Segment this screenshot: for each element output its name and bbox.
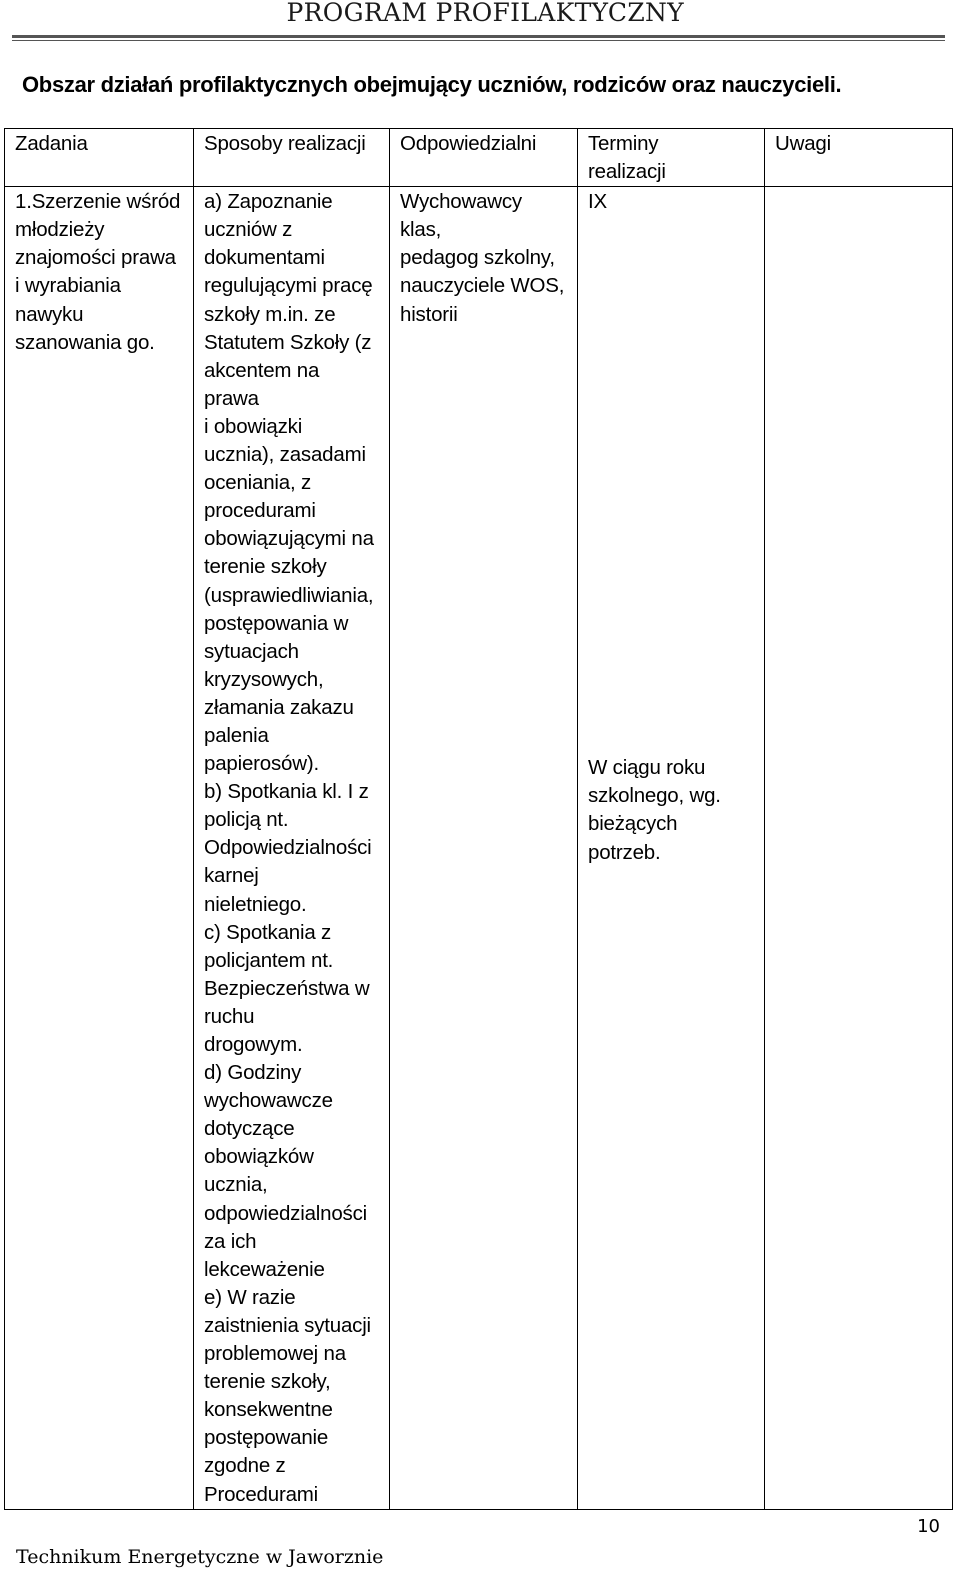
notes-cell: [765, 187, 953, 1509]
deadline-cell: [578, 187, 765, 1509]
column-header-deadlines: Terminy realizacji: [578, 129, 765, 187]
task-cell: 1.Szerzenie wśród młodzieży znajomości prawa i wyrabiania nawyku szanowania go.: [5, 187, 194, 1509]
column-header-notes: Uwagi: [765, 129, 953, 187]
header-rule: [12, 35, 945, 38]
footer-school-name: Technikum Energetyczne w Jaworznie: [16, 1546, 384, 1568]
table-header-row: [5, 129, 953, 187]
program-table: [4, 128, 953, 1510]
deadline-first: IX: [588, 190, 607, 214]
column-header-tasks: Zadania: [5, 129, 194, 187]
table-row: [5, 187, 953, 1509]
document-header-title: PROGRAM PROFILAKTYCZNY: [286, 0, 684, 27]
column-header-responsible: Odpowiedzialni: [390, 129, 578, 187]
column-header-methods: Sposoby realizacji: [194, 129, 390, 187]
deadline-second: W ciągu roku szkolnego, wg. bieżących potrzeb.: [588, 756, 721, 864]
responsible-cell: Wychowawcy klas, pedagog szkolny, nauczyciele WOS, historii: [390, 187, 578, 1509]
section-heading: Obszar działań profilaktycznych obejmujący uczniów, rodziców oraz nauczycieli.: [22, 72, 842, 97]
header-rule-thin: [12, 40, 945, 41]
methods-cell: a) Zapoznanie uczniów z dokumentami regulującymi pracę szkoły m.in. ze Statutem Szkoły (z akcentem na prawa i obowiązki ucznia), zasadami oceniania, z procedurami obowiązującymi na terenie szkoły (usprawiedliwiania, postępowania w sytuacjach kryzysowych, złamania zakazu palenia papierosów). b) Spotkania kl. I z policją nt. Odpowiedzialności karnej nieletniego. c) Spotkania z policjantem nt. Bezpieczeństwa w ruchu drogowym. d) Godziny wychowawcze dotyczące obowiązków ucznia, odpowiedzialności za ich lekceważenie e) W razie zaistnienia sytuacji problemowej na terenie szkoły, konsekwentne postępowanie zgodne z Procedurami: [194, 187, 390, 1509]
page-number: 10: [917, 1516, 940, 1537]
